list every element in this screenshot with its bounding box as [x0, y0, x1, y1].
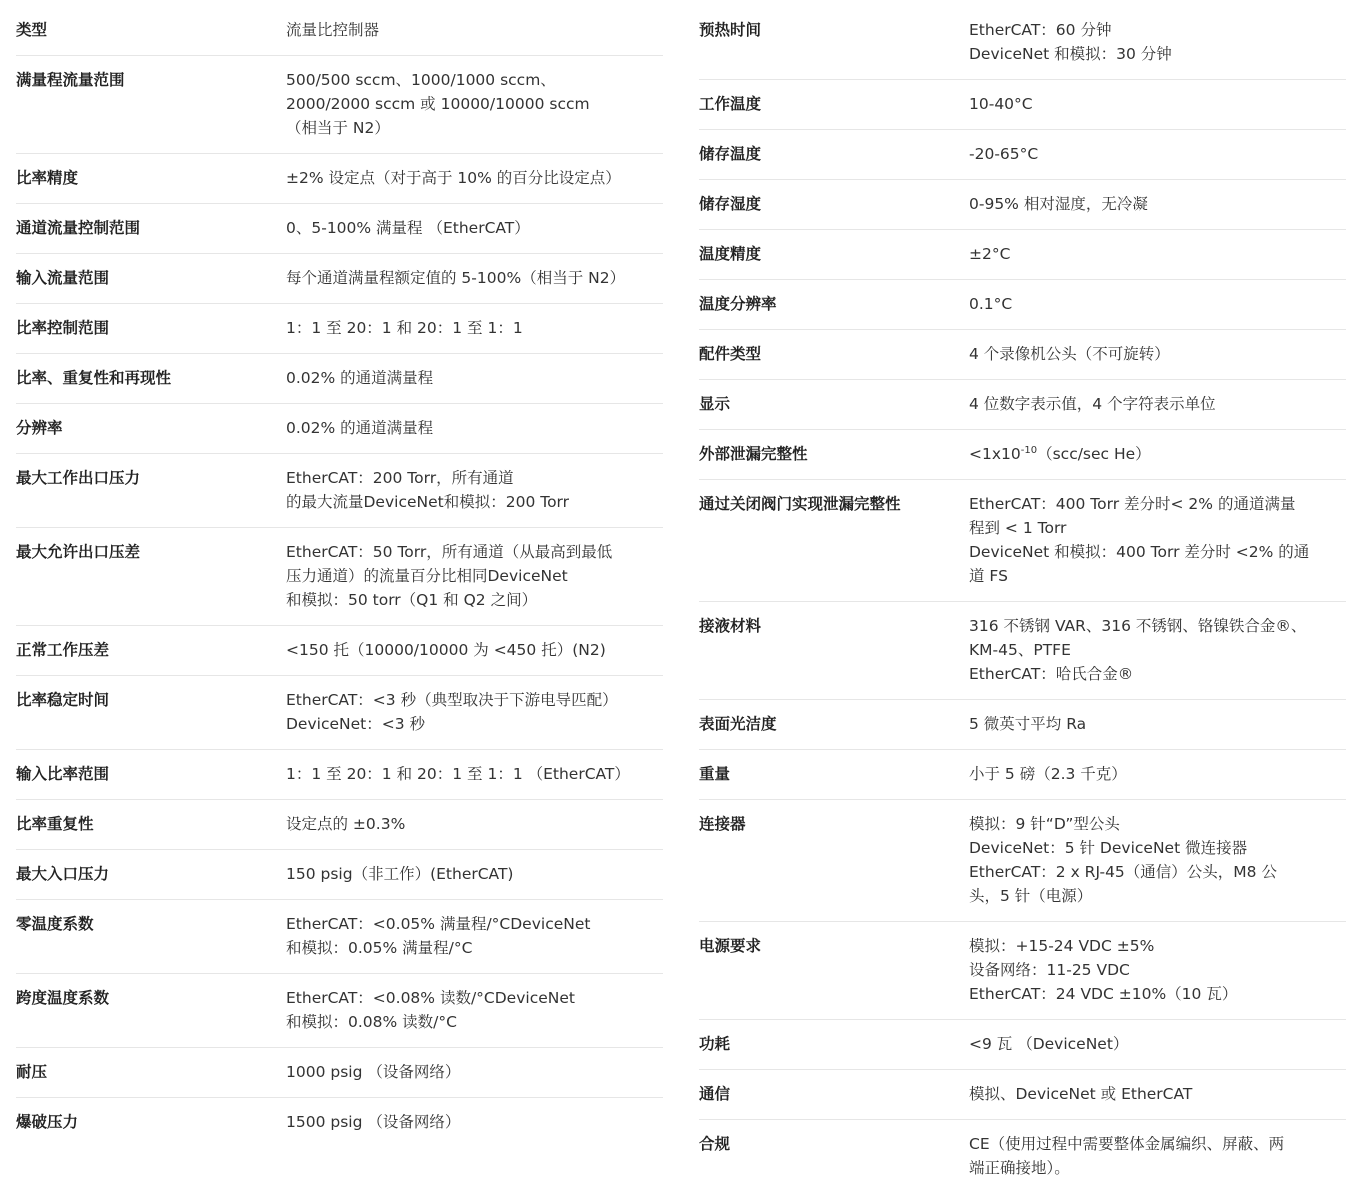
spec-label: 比率稳定时间 [16, 691, 110, 709]
spec-label: 零温度系数 [16, 915, 94, 933]
spec-label: 爆破压力 [16, 1113, 79, 1131]
spec-row [16, 1098, 663, 1147]
spec-row [699, 700, 1346, 750]
spec-value: ±2% 设定点（对于高于 10% 的百分比设定点） [286, 169, 621, 187]
spec-row [699, 330, 1346, 380]
spec-row [699, 6, 1346, 80]
spec-value: -20-65°C [969, 145, 1039, 163]
spec-value: 150 psig（非工作）(EtherCAT) [286, 865, 514, 883]
spec-row [699, 602, 1346, 700]
spec-row [16, 1048, 663, 1098]
spec-label: 输入比率范围 [16, 765, 110, 783]
spec-label: 电源要求 [699, 937, 762, 955]
spec-label: 分辨率 [16, 419, 63, 437]
spec-row [16, 676, 663, 750]
spec-value: EtherCAT：200 Torr，所有通道 的最大流量DeviceNet和模拟：200 Torr [286, 469, 570, 511]
spec-label: 功耗 [699, 1035, 731, 1053]
spec-table-left [16, 6, 663, 1147]
spec-row [16, 626, 663, 676]
spec-row [699, 1120, 1346, 1193]
spec-value: 1：1 至 20：1 和 20：1 至 1：1 [286, 319, 523, 337]
spec-value: 500/500 sccm、1000/1000 sccm、 2000/2000 sccm 或 10000/10000 sccm （相当于 N2） [286, 71, 590, 137]
leak-rate-unit: （scc/sec He） [1037, 445, 1151, 463]
spec-label: 最大工作出口压力 [16, 469, 141, 487]
spec-label: 输入流量范围 [16, 269, 110, 287]
spec-row [16, 56, 663, 154]
spec-label: 通过关闭阀门实现泄漏完整性 [699, 495, 901, 513]
spec-row [16, 528, 663, 626]
spec-label: 类型 [16, 21, 48, 39]
spec-row [16, 974, 663, 1048]
spec-row [699, 1070, 1346, 1120]
spec-value: 1000 psig （设备网络） [286, 1063, 461, 1081]
spec-row [699, 230, 1346, 280]
spec-value: <150 托（10000/10000 为 <450 托）(N2) [286, 641, 606, 659]
leak-rate-value: <1x10 [969, 445, 1021, 463]
spec-value: 0、5-100% 满量程 （EtherCAT） [286, 219, 530, 237]
spec-row [699, 80, 1346, 130]
spec-label: 正常工作压差 [16, 641, 110, 659]
spec-value: EtherCAT：<0.05% 满量程/°CDeviceNet 和模拟：0.05% 满量程/°C [286, 915, 591, 957]
spec-row [699, 180, 1346, 230]
spec-label: 显示 [699, 395, 731, 413]
spec-label: 预热时间 [699, 21, 762, 39]
spec-value: EtherCAT：60 分钟 DeviceNet 和模拟：30 分钟 [969, 21, 1172, 63]
spec-value: 4 位数字表示值，4 个字符表示单位 [969, 395, 1216, 413]
spec-label: 配件类型 [699, 345, 762, 363]
spec-label: 比率控制范围 [16, 319, 110, 337]
spec-value: EtherCAT：<3 秒（典型取决于下游电导匹配） DeviceNet：<3 秒 [286, 691, 618, 733]
spec-label: 工作温度 [699, 95, 762, 113]
spec-value: 模拟、DeviceNet 或 EtherCAT [969, 1085, 1193, 1103]
spec-value: 流量比控制器 [286, 21, 380, 39]
spec-row [16, 800, 663, 850]
spec-value: 小于 5 磅（2.3 千克） [969, 765, 1127, 783]
spec-label: 满量程流量范围 [16, 71, 125, 89]
spec-label: 储存温度 [699, 145, 762, 163]
spec-row [699, 430, 1346, 480]
spec-row [16, 254, 663, 304]
spec-row [699, 1020, 1346, 1070]
spec-row [16, 154, 663, 204]
spec-label: 跨度温度系数 [16, 989, 110, 1007]
spec-row [16, 900, 663, 974]
spec-label: 储存湿度 [699, 195, 762, 213]
spec-label: 通道流量控制范围 [16, 219, 141, 237]
spec-value: 模拟：+15-24 VDC ±5% 设备网络：11-25 VDC EtherCAT：24 VDC ±10%（10 瓦） [969, 937, 1238, 1003]
spec-label: 合规 [699, 1135, 731, 1153]
spec-value: 0.02% 的通道满量程 [286, 369, 434, 387]
spec-row [16, 454, 663, 528]
spec-label: 外部泄漏完整性 [699, 445, 808, 463]
spec-label: 表面光洁度 [699, 715, 777, 733]
spec-row [699, 380, 1346, 430]
spec-label: 比率精度 [16, 169, 79, 187]
spec-table-right [699, 6, 1346, 1193]
spec-label: 通信 [699, 1085, 731, 1103]
spec-row [16, 304, 663, 354]
spec-value: 1：1 至 20：1 和 20：1 至 1：1 （EtherCAT） [286, 765, 630, 783]
spec-value: 模拟：9 针“D”型公头 DeviceNet：5 针 DeviceNet 微连接器 EtherCAT：2 x RJ-45（通信）公头，M8 公 头，5 针（电源） [969, 815, 1277, 905]
spec-label: 耐压 [16, 1063, 48, 1081]
spec-value: EtherCAT：50 Torr，所有通道（从最高到最低 压力通道）的流量百分比相同DeviceNet 和模拟：50 torr（Q1 和 Q2 之间） [286, 543, 613, 609]
spec-value: 1500 psig （设备网络） [286, 1113, 461, 1131]
spec-row [699, 480, 1346, 602]
spec-label: 连接器 [699, 815, 746, 833]
spec-label: 最大允许出口压差 [16, 543, 141, 561]
spec-label: 重量 [699, 765, 731, 783]
spec-label: 比率、重复性和再现性 [16, 369, 172, 387]
spec-row [16, 850, 663, 900]
spec-row [16, 354, 663, 404]
spec-value: 4 个录像机公头（不可旋转） [969, 345, 1170, 363]
spec-row [699, 800, 1346, 922]
spec-value: 0-95% 相对湿度，无冷凝 [969, 195, 1148, 213]
spec-value: <9 瓦 （DeviceNet） [969, 1035, 1129, 1053]
spec-value: 10-40°C [969, 95, 1033, 113]
spec-value: EtherCAT：<0.08% 读数/°CDeviceNet 和模拟：0.08% 读数/°C [286, 989, 575, 1031]
spec-label: 比率重复性 [16, 815, 94, 833]
spec-value: 每个通道满量程额定值的 5-100%（相当于 N2） [286, 269, 626, 287]
spec-row [699, 750, 1346, 800]
spec-label: 最大入口压力 [16, 865, 110, 883]
spec-value: 设定点的 ±0.3% [286, 815, 406, 833]
leak-rate-exponent: -10 [1020, 444, 1038, 456]
spec-value: 5 微英寸平均 Ra [969, 715, 1087, 733]
spec-label: 接液材料 [699, 617, 762, 635]
spec-label: 温度分辨率 [699, 295, 777, 313]
spec-row [699, 922, 1346, 1020]
spec-row [16, 204, 663, 254]
spec-value: ±2°C [969, 245, 1011, 263]
spec-value: EtherCAT：400 Torr 差分时< 2% 的通道满量 程到 < 1 Torr DeviceNet 和模拟：400 Torr 差分时 <2% 的通 道 FS [969, 495, 1310, 585]
spec-value: CE（使用过程中需要整体金属编织、屏蔽、两 端正确接地）。 [969, 1135, 1285, 1177]
spec-row [16, 750, 663, 800]
spec-value [969, 442, 1346, 466]
spec-value: 0.1°C [969, 295, 1013, 313]
spec-row [16, 6, 663, 56]
spec-value: 0.02% 的通道满量程 [286, 419, 434, 437]
spec-row [16, 404, 663, 454]
spec-value: 316 不锈钢 VAR、316 不锈钢、铬镍铁合金®、 KM-45、PTFE EtherCAT：哈氏合金® [969, 617, 1307, 683]
spec-row [699, 280, 1346, 330]
spec-row [699, 130, 1346, 180]
spec-label: 温度精度 [699, 245, 762, 263]
